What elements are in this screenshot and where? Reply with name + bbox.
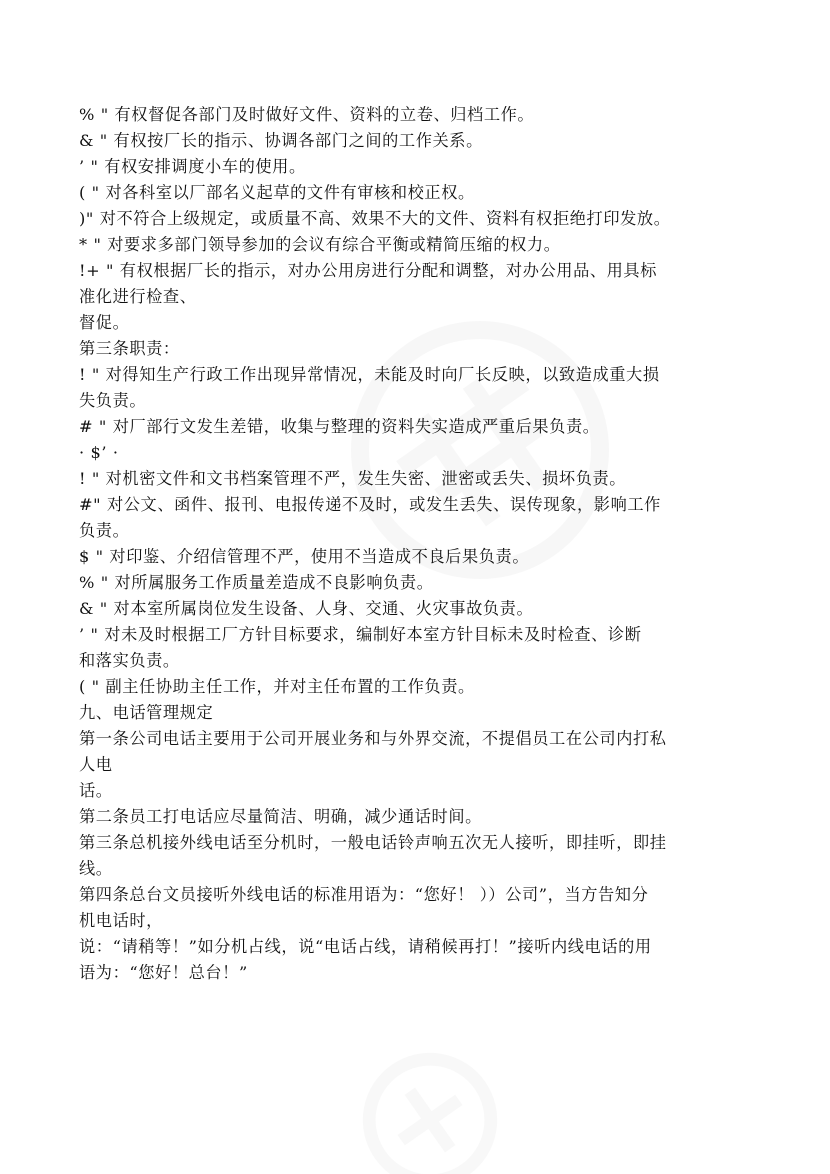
text-line: 准化进行检查、 [79, 287, 197, 306]
text-line: 说：“请稍等！”如分机占线，说“电话占线，请稍候再打！”接听内线电话的用 [79, 937, 652, 956]
text-line: 语为：“您好！总台！” [79, 963, 248, 982]
text-line: 第四条总台文员接听外线电话的标准用语为：“您好！ ））公司”，当方告知分 [79, 885, 649, 904]
text-line: 负责。 [79, 521, 130, 540]
document-body [79, 103, 759, 985]
text-line: 线。 [79, 859, 113, 878]
text-line: ! " 对得知生产行政工作出现异常情况，未能及时向厂长反映，以致造成重大损 [79, 365, 660, 384]
text-line: & " 对本室所属岗位发生设备、人身、交通、火灾事故负责。 [79, 599, 534, 618]
text-line: & " 有权按厂长的指示、协调各部门之间的工作关系。 [79, 131, 483, 150]
text-line: % " 对所属服务工作质量差造成不良影响负责。 [79, 573, 434, 592]
text-line: 失负责。 [79, 391, 147, 410]
section-heading: 九、电话管理规定 [79, 703, 214, 722]
text-line: 机电话时， [79, 911, 163, 930]
text-line: 第三条总机接外线电话至分机时，一般电话铃声响五次无人接听，即挂听，即挂 [79, 833, 667, 852]
text-line: #" 对公文、函件、报刊、电报传递不及时，或发生丢失、误传现象，影响工作 [79, 495, 661, 514]
text-line: $ " 对印鉴、介绍信管理不严，使用不当造成不良后果负责。 [79, 547, 530, 566]
text-line: 督促。 [79, 313, 130, 332]
text-line: ( " 副主任协助主任工作，并对主任布置的工作负责。 [79, 677, 475, 696]
text-line: ( " 对各科室以厂部名义起草的文件有审核和校正权。 [79, 183, 475, 202]
text-line: % " 有权督促各部门及时做好文件、资料的立卷、归档工作。 [79, 105, 535, 124]
text-line: !+ " 有权根据厂长的指示，对办公用房进行分配和调整，对办公用品、用具标 [79, 261, 658, 280]
text-line: 人电 [79, 755, 113, 774]
text-line: 和落实负责。 [79, 651, 180, 670]
text-line: 话。 [79, 781, 113, 800]
text-line: * " 对要求多部门领导参加的会议有综合平衡或精简压缩的权力。 [79, 235, 561, 254]
text-line: · $’ · [79, 443, 119, 462]
text-line: 第二条员工打电话应尽量简洁、明确，减少通话时间。 [79, 807, 482, 826]
watermark-logo-bottom [319, 1009, 542, 1174]
text-line: ’ " 对未及时根据工厂方针目标要求，编制好本室方针目标未及时检查、诊断 [79, 625, 642, 644]
text-line: )" 对不符合上级规定，或质量不高、效果不大的文件、资料有权拒绝打印发放。 [79, 209, 671, 228]
text-line: ’ " 有权安排调度小车的使用。 [79, 157, 306, 176]
text-line: 第一条公司电话主要用于公司开展业务和与外界交流，不提倡员工在公司内打私 [79, 729, 667, 748]
text-line: # " 对厂部行文发生差错，收集与整理的资料失实造成严重后果负责。 [79, 417, 600, 436]
text-line: ! " 对机密文件和文书档案管理不严，发生失密、泄密或丢失、损坏负责。 [79, 469, 627, 488]
section-heading: 第三条职责： [79, 339, 180, 358]
